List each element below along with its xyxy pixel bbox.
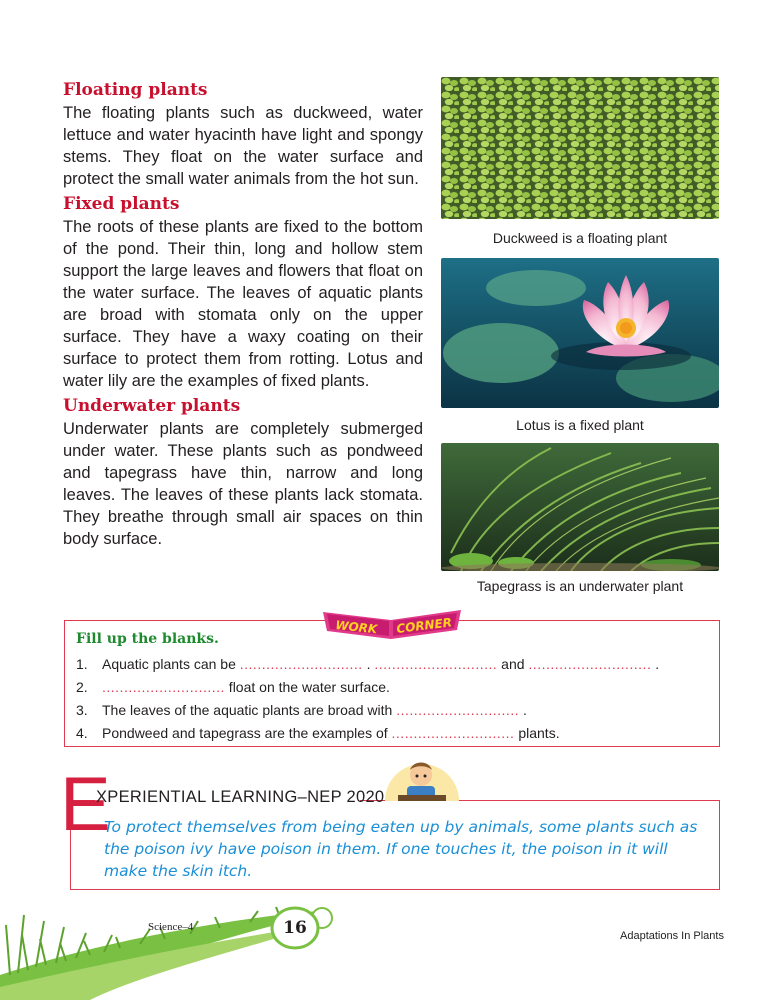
page-number: 16 [283, 918, 307, 938]
question-number: 2. [76, 679, 88, 695]
blank-space[interactable]: ............................ [239, 656, 363, 672]
blank-space[interactable]: ............................ [102, 679, 225, 695]
figure-lotus [441, 258, 719, 434]
footer-chapter: Adaptations In Plants [620, 930, 724, 942]
experiential-text: To protect themselves from being eaten up by animals, some plants such as the poison ivy have poison in them. If one touches it, the poison in it will make the skin itch. [104, 818, 698, 880]
caption-lotus: Lotus is a fixed plant [516, 417, 644, 433]
separator: . [651, 656, 660, 672]
caption-tapegrass: Tapegrass is an underwater plant [476, 578, 684, 594]
heading-floating-plants: Floating plants [63, 80, 208, 100]
work-corner-title: Fill up the blanks. [76, 631, 219, 647]
blank-question-2 [76, 679, 390, 695]
separator: . [362, 656, 375, 672]
caption-duckweed: Duckweed is a floating plant [492, 230, 668, 246]
duckweed-photo [441, 77, 719, 219]
thinking-child-icon [383, 755, 461, 801]
question-number: 1. [76, 656, 88, 672]
paragraph-floating-plants: The floating plants such as duckweed, water lettuce and water hyacinth have light and spongy stems. They float on the water surface and protect the small water animals from the hot sun. [63, 104, 423, 188]
work-corner-badge [321, 606, 463, 640]
blank-question-3 [76, 702, 527, 718]
paragraph-fixed-plants: The roots of these plants are fixed to the bottom of the pond. Their thin, long and hollow stem support the large leaves and flowers that float on the water surface. The leaves of aquatic plants are broad with stomata only on the upper surface. They have a waxy coating on their surface to protect them from rotting. Lotus and water lily are the examples of fixed plants. [63, 218, 423, 390]
question-text: float on the water surface. [224, 679, 390, 695]
separator: and [497, 656, 529, 672]
question-text: Aquatic plants can be [102, 656, 236, 672]
work-label: WORK [334, 618, 378, 637]
question-number: 3. [76, 702, 88, 718]
blank-space[interactable]: ............................ [396, 702, 520, 718]
heading-fixed-plants: Fixed plants [63, 194, 180, 214]
question-text: The leaves of the aquatic plants are broad with [102, 702, 393, 718]
question-text: Pondweed and tapegrass are the examples of [102, 725, 388, 741]
heading-underwater-plants: Underwater plants [63, 396, 241, 416]
figure-duckweed [441, 77, 719, 247]
footer-subject: Science–4 [148, 921, 194, 933]
blank-space[interactable]: ............................ [391, 725, 515, 741]
grass-decoration [0, 855, 783, 1000]
lotus-photo [441, 258, 719, 408]
main-text-column [63, 78, 423, 550]
tapegrass-photo [441, 443, 719, 571]
blank-question-1 [76, 656, 659, 672]
paragraph-underwater-plants: Underwater plants are completely submerged under water. These plants such as pondweed and tapegrass have thin, narrow and long leaves. The leaves of these plants lack stomata. They breathe through small air spaces on thin body surface. [63, 420, 423, 548]
experiential-initial: E [60, 762, 111, 847]
question-number: 4. [76, 725, 88, 741]
figure-tapegrass [441, 443, 719, 595]
experiential-title: XPERIENTIAL LEARNING–NEP 2020 [96, 788, 385, 806]
blank-space[interactable]: ............................ [528, 656, 652, 672]
question-text-end: plants. [514, 725, 560, 741]
blank-question-4 [76, 725, 560, 741]
blank-space[interactable]: ............................ [374, 656, 498, 672]
corner-label: CORNER [395, 615, 453, 636]
separator: . [519, 702, 527, 718]
